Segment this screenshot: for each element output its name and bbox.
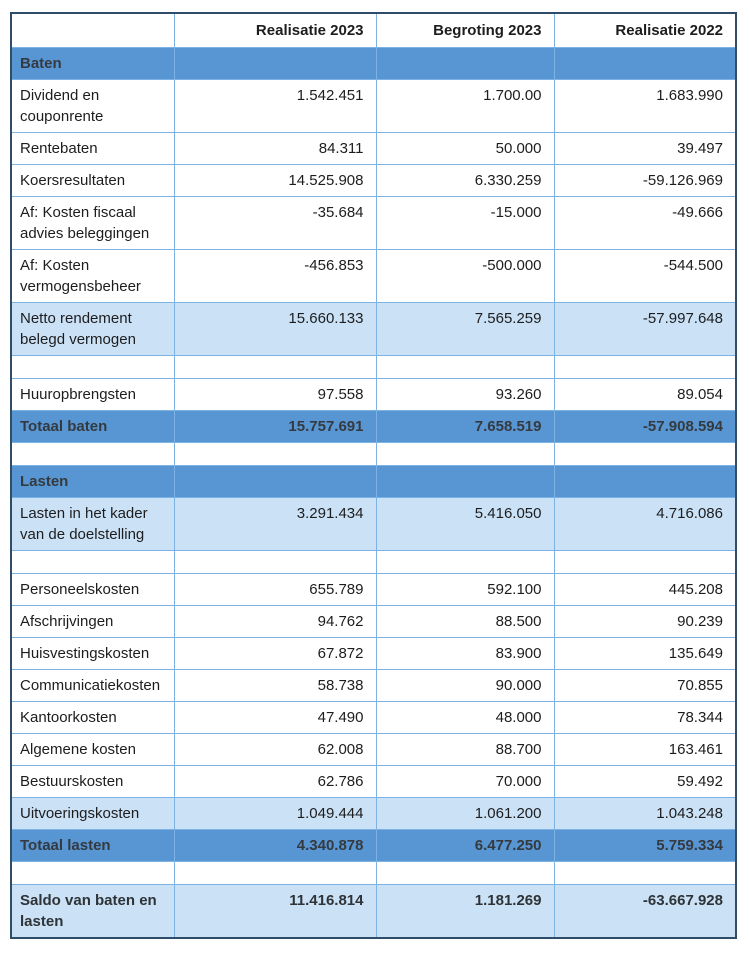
table-row bbox=[11, 670, 736, 702]
cell-value: 6.330.259 bbox=[376, 165, 554, 197]
cell-value bbox=[376, 466, 554, 498]
cell-value: 93.260 bbox=[376, 379, 554, 411]
row-label: Afschrijvingen bbox=[11, 606, 174, 638]
row-label: Huisvestingskosten bbox=[11, 638, 174, 670]
cell-value: 88.500 bbox=[376, 606, 554, 638]
table-row bbox=[11, 250, 736, 303]
cell-value bbox=[174, 48, 376, 80]
cell-value: -500.000 bbox=[376, 250, 554, 303]
table-row bbox=[11, 798, 736, 830]
cell-value: 14.525.908 bbox=[174, 165, 376, 197]
table-row bbox=[11, 133, 736, 165]
cell-value: 97.558 bbox=[174, 379, 376, 411]
financial-table bbox=[10, 12, 737, 939]
table-row bbox=[11, 734, 736, 766]
spacer-row bbox=[11, 356, 736, 379]
spacer-row bbox=[11, 551, 736, 574]
row-label: Saldo van baten en lasten bbox=[11, 885, 174, 939]
table-row bbox=[11, 48, 736, 80]
table-row bbox=[11, 638, 736, 670]
cell-value: 15.757.691 bbox=[174, 411, 376, 443]
cell-value bbox=[554, 466, 736, 498]
cell-value bbox=[554, 48, 736, 80]
row-label: Uitvoeringskosten bbox=[11, 798, 174, 830]
row-label: Af: Kosten fiscaal advies beleggingen bbox=[11, 197, 174, 250]
cell-value: 11.416.814 bbox=[174, 885, 376, 939]
cell-value bbox=[376, 443, 554, 466]
cell-value: 1.061.200 bbox=[376, 798, 554, 830]
cell-value: -57.997.648 bbox=[554, 303, 736, 356]
cell-value: -15.000 bbox=[376, 197, 554, 250]
row-label: Algemene kosten bbox=[11, 734, 174, 766]
cell-value: -544.500 bbox=[554, 250, 736, 303]
cell-value: 70.000 bbox=[376, 766, 554, 798]
column-header-realisatie-2023: Realisatie 2023 bbox=[174, 13, 376, 48]
row-label: Personeelskosten bbox=[11, 574, 174, 606]
spacer-row bbox=[11, 862, 736, 885]
table-row bbox=[11, 885, 736, 939]
column-header-realisatie-2022: Realisatie 2022 bbox=[554, 13, 736, 48]
table-row bbox=[11, 80, 736, 133]
cell-value bbox=[174, 466, 376, 498]
cell-value: 67.872 bbox=[174, 638, 376, 670]
cell-value: 592.100 bbox=[376, 574, 554, 606]
cell-value: 84.311 bbox=[174, 133, 376, 165]
cell-value: -63.667.928 bbox=[554, 885, 736, 939]
cell-value: -59.126.969 bbox=[554, 165, 736, 197]
cell-value: 7.565.259 bbox=[376, 303, 554, 356]
cell-value: -49.666 bbox=[554, 197, 736, 250]
cell-value bbox=[174, 356, 376, 379]
table-body bbox=[11, 48, 736, 939]
cell-value: 59.492 bbox=[554, 766, 736, 798]
cell-value: 7.658.519 bbox=[376, 411, 554, 443]
cell-value: 47.490 bbox=[174, 702, 376, 734]
row-label: Netto rendement belegd vermogen bbox=[11, 303, 174, 356]
row-label: Lasten bbox=[11, 466, 174, 498]
row-label bbox=[11, 356, 174, 379]
cell-value bbox=[554, 443, 736, 466]
cell-value: 1.700.00 bbox=[376, 80, 554, 133]
cell-value: 88.700 bbox=[376, 734, 554, 766]
cell-value bbox=[174, 551, 376, 574]
table-row bbox=[11, 574, 736, 606]
cell-value: 5.759.334 bbox=[554, 830, 736, 862]
cell-value: -35.684 bbox=[174, 197, 376, 250]
cell-value bbox=[376, 48, 554, 80]
row-label: Lasten in het kader van de doelstelling bbox=[11, 498, 174, 551]
cell-value: 70.855 bbox=[554, 670, 736, 702]
cell-value: 78.344 bbox=[554, 702, 736, 734]
table-row bbox=[11, 379, 736, 411]
cell-value: 6.477.250 bbox=[376, 830, 554, 862]
cell-value: 83.900 bbox=[376, 638, 554, 670]
cell-value bbox=[376, 551, 554, 574]
row-label: Totaal lasten bbox=[11, 830, 174, 862]
cell-value: 5.416.050 bbox=[376, 498, 554, 551]
cell-value: 1.542.451 bbox=[174, 80, 376, 133]
row-label bbox=[11, 443, 174, 466]
table-row bbox=[11, 606, 736, 638]
row-label bbox=[11, 862, 174, 885]
cell-value: 62.008 bbox=[174, 734, 376, 766]
row-label: Huuropbrengsten bbox=[11, 379, 174, 411]
table-row bbox=[11, 165, 736, 197]
cell-value bbox=[174, 862, 376, 885]
cell-value bbox=[174, 443, 376, 466]
cell-value: 1.049.444 bbox=[174, 798, 376, 830]
cell-value: 15.660.133 bbox=[174, 303, 376, 356]
row-label: Kantoorkosten bbox=[11, 702, 174, 734]
cell-value bbox=[376, 862, 554, 885]
cell-value bbox=[554, 356, 736, 379]
cell-value: 3.291.434 bbox=[174, 498, 376, 551]
cell-value: 445.208 bbox=[554, 574, 736, 606]
cell-value: 135.649 bbox=[554, 638, 736, 670]
row-label: Rentebaten bbox=[11, 133, 174, 165]
cell-value: 50.000 bbox=[376, 133, 554, 165]
cell-value: -57.908.594 bbox=[554, 411, 736, 443]
cell-value: 655.789 bbox=[174, 574, 376, 606]
cell-value: -456.853 bbox=[174, 250, 376, 303]
table-row bbox=[11, 766, 736, 798]
row-label: Koersresultaten bbox=[11, 165, 174, 197]
table-row bbox=[11, 702, 736, 734]
table-row bbox=[11, 466, 736, 498]
cell-value bbox=[376, 356, 554, 379]
cell-value: 90.000 bbox=[376, 670, 554, 702]
cell-value: 39.497 bbox=[554, 133, 736, 165]
cell-value: 1.043.248 bbox=[554, 798, 736, 830]
row-label: Dividend en couponrente bbox=[11, 80, 174, 133]
cell-value: 163.461 bbox=[554, 734, 736, 766]
cell-value: 62.786 bbox=[174, 766, 376, 798]
table-row bbox=[11, 303, 736, 356]
header-row bbox=[11, 13, 736, 48]
cell-value: 90.239 bbox=[554, 606, 736, 638]
column-header-begroting-2023: Begroting 2023 bbox=[376, 13, 554, 48]
cell-value: 1.683.990 bbox=[554, 80, 736, 133]
row-label bbox=[11, 551, 174, 574]
spacer-row bbox=[11, 443, 736, 466]
cell-value: 4.716.086 bbox=[554, 498, 736, 551]
table-row bbox=[11, 197, 736, 250]
row-label: Communicatiekosten bbox=[11, 670, 174, 702]
cell-value bbox=[554, 551, 736, 574]
cell-value: 4.340.878 bbox=[174, 830, 376, 862]
cell-value: 58.738 bbox=[174, 670, 376, 702]
table-row bbox=[11, 830, 736, 862]
cell-value: 48.000 bbox=[376, 702, 554, 734]
cell-value: 1.181.269 bbox=[376, 885, 554, 939]
column-header-empty bbox=[11, 13, 174, 48]
row-label: Af: Kosten vermogensbeheer bbox=[11, 250, 174, 303]
cell-value bbox=[554, 862, 736, 885]
row-label: Bestuurskosten bbox=[11, 766, 174, 798]
row-label: Baten bbox=[11, 48, 174, 80]
table-row bbox=[11, 498, 736, 551]
table-row bbox=[11, 411, 736, 443]
row-label: Totaal baten bbox=[11, 411, 174, 443]
cell-value: 89.054 bbox=[554, 379, 736, 411]
cell-value: 94.762 bbox=[174, 606, 376, 638]
